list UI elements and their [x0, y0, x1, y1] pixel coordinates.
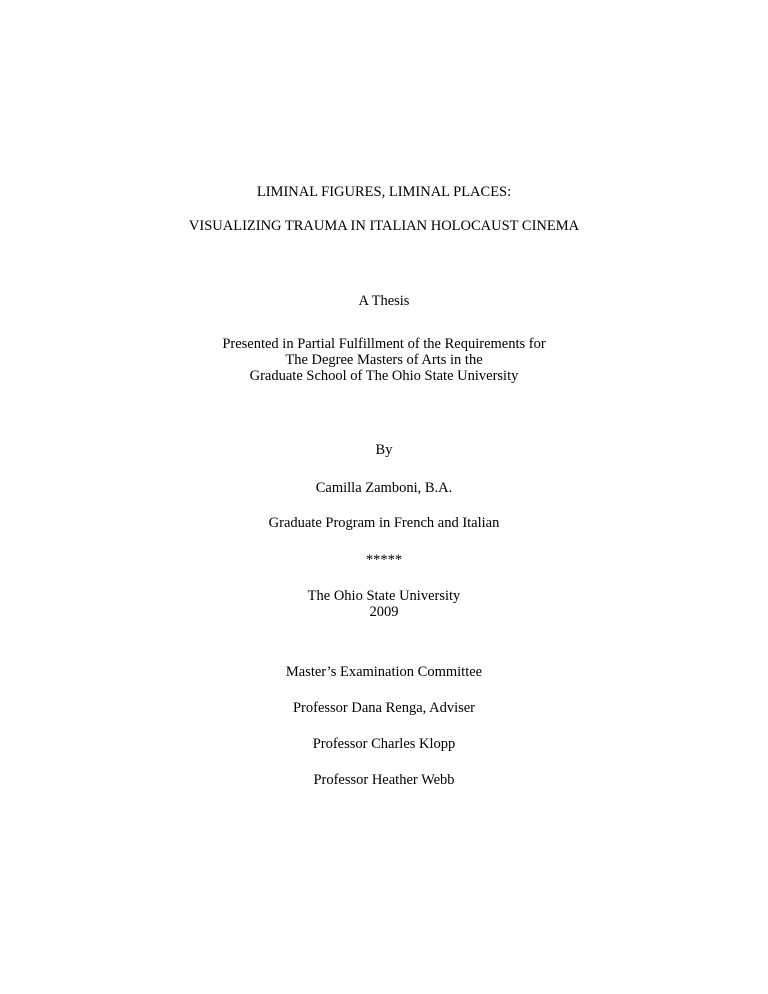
year: 2009	[369, 604, 399, 620]
graduate-program: Graduate Program in French and Italian	[268, 515, 500, 531]
committee-heading: Master’s Examination Committee	[285, 664, 483, 680]
document-type: A Thesis	[358, 293, 410, 309]
presented-line-2: The Degree Masters of Arts in the	[285, 352, 483, 368]
committee-member: Professor Charles Klopp	[312, 736, 456, 752]
title-line-2: VISUALIZING TRAUMA IN ITALIAN HOLOCAUST CINEMA	[188, 218, 580, 234]
presented-line-1: Presented in Partial Fulfillment of the Requirements for	[222, 336, 546, 352]
committee-member: Professor Heather Webb	[313, 772, 455, 788]
committee-member: Professor Dana Renga, Adviser	[292, 700, 475, 716]
university-name: The Ohio State University	[307, 588, 461, 604]
separator-asterisks: *****	[365, 552, 403, 568]
by-label: By	[375, 442, 393, 458]
presented-line-3: Graduate School of The Ohio State University	[249, 368, 519, 384]
title-line-1: LIMINAL FIGURES, LIMINAL PLACES:	[256, 184, 512, 200]
author-name: Camilla Zamboni, B.A.	[315, 480, 453, 496]
